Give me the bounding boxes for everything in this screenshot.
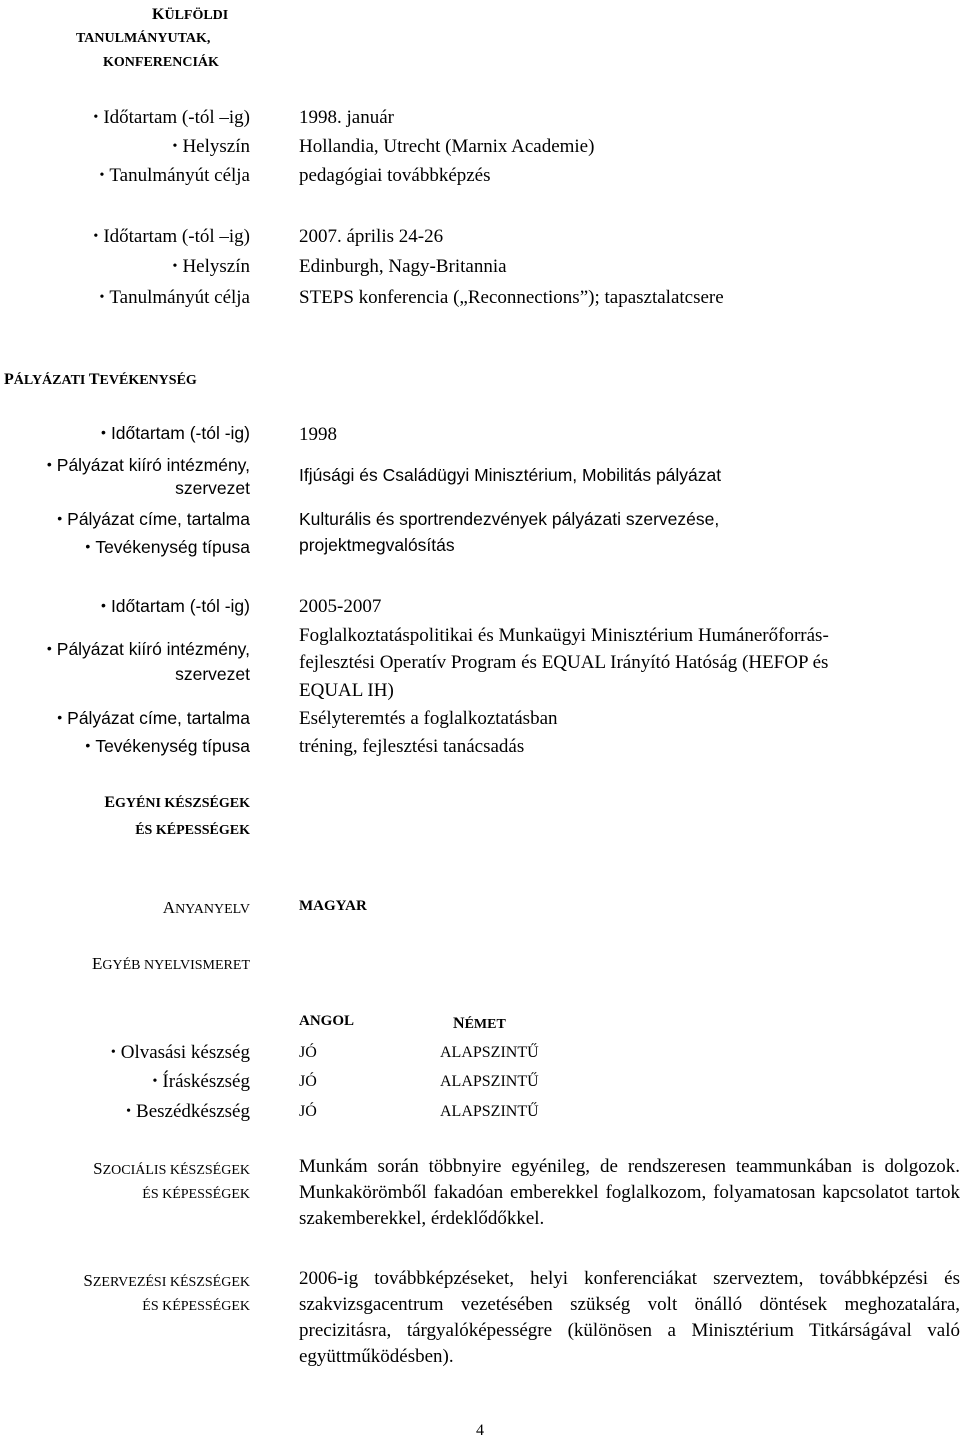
tender2-type-value: tréning, fejlesztési tanácsadás <box>299 736 525 757</box>
lang-row-speaking-english: JÓ <box>299 1103 317 1120</box>
tender1-duration-label: • Időtartam (-tól -ig) <box>101 423 250 443</box>
trip1-place-value: Hollandia, Utrecht (Marnix Academie) <box>299 136 595 157</box>
heading-rest: ÜLFÖLDI <box>164 8 229 23</box>
column-german: NÉMET <box>453 1015 506 1032</box>
trip2-purpose-label: • Tanulmányút célja <box>99 287 250 308</box>
tender2-title-label: • Pályázat címe, tartalma <box>57 708 250 728</box>
column-english: ANGOL <box>299 1013 355 1029</box>
page-number: 4 <box>476 1422 484 1439</box>
tender2-issuer-value-1: Foglalkoztatáspolitikai és Munkaügyi Minisztérium Humánerőforrás- <box>299 625 829 646</box>
tender2-duration-label: • Időtartam (-tól -ig) <box>101 596 250 616</box>
tender1-issuer-label-2: szervezet <box>175 478 250 498</box>
mother-tongue-value: MAGYAR <box>299 898 367 914</box>
trip2-place-label: • Helyszín <box>172 256 250 277</box>
organizational-skills-text: 2006-ig továbbképzéseket, helyi konferenciákat szerveztem, továbbképzési és szakvizsgacentrum vezetésében szükség volt önálló döntések meghozatalára, precizitásra, tárgyalóképességre (különösen a Minisztérium Titkárságával való együttműködésben). <box>299 1268 960 1367</box>
section-heading-individual-skills: EGYÉNI KÉSZSÉGEK <box>104 794 250 811</box>
mother-tongue-label: ANYANYELV <box>162 898 250 917</box>
lang-row-reading-german: ALAPSZINTŰ <box>440 1044 539 1061</box>
tender2-title-value: Esélyteremtés a foglalkoztatásban <box>299 708 558 729</box>
trip1-duration-label: • Időtartam (-tól –ig) <box>93 107 250 128</box>
tender2-issuer-label: • Pályázat kiíró intézmény, <box>46 639 250 659</box>
section-heading-study-trips: KÜLFÖLDI <box>152 6 229 23</box>
tender1-issuer-value: Ifjúsági és Családügyi Minisztérium, Mobilitás pályázat <box>299 465 722 485</box>
trip1-duration-value: 1998. január <box>299 107 394 128</box>
lang-row-reading-english: JÓ <box>299 1044 317 1061</box>
lang-row-writing-german: ALAPSZINTŰ <box>440 1073 539 1090</box>
lang-row-writing-english: JÓ <box>299 1073 317 1090</box>
trip2-purpose-value: STEPS konferencia („Reconnections”); tapasztalatcsere <box>299 287 724 308</box>
tender1-title-label: • Pályázat címe, tartalma <box>57 509 250 529</box>
social-skills-label: SZOCIÁLIS KÉSZSÉGEK <box>93 1159 250 1178</box>
tender1-issuer-label: • Pályázat kiíró intézmény, <box>46 455 250 475</box>
tender1-duration-value: 1998 <box>299 424 337 445</box>
tender2-issuer-label-2: szervezet <box>175 664 250 684</box>
trip1-place-label: • Helyszín <box>172 136 250 157</box>
social-skills-text: Munkám során többnyire egyénileg, de rendszeresen teammunkában is dolgozok. Munkakörömből fakadóan emberekkel foglalkozom, folyamatosan kapcsolatot tartok szakemberekkel, érdeklődőkkel. <box>299 1156 960 1229</box>
other-languages-label: EGYÉB NYELVISMERET <box>91 954 250 973</box>
section-heading-tender-activity: PÁLYÁZATI TEVÉKENYSÉG <box>4 371 197 388</box>
trip1-purpose-value: pedagógiai továbbképzés <box>299 165 491 186</box>
tender1-type-label: • Tevékenység típusa <box>85 537 250 557</box>
social-skills-label-line2: ÉS KÉPESSÉGEK <box>142 1187 250 1202</box>
tender1-type-value: projektmegvalósítás <box>299 535 455 555</box>
trip1-purpose-label: • Tanulmányút célja <box>99 165 250 186</box>
lang-row-writing-label: • Íráskészség <box>152 1071 250 1092</box>
tender2-issuer-value-3: EQUAL IH) <box>299 680 394 701</box>
tender2-issuer-value-2: fejlesztési Operatív Program és EQUAL Irányító Hatóság (HEFOP és <box>299 652 829 673</box>
section-heading-study-trips-line2: TANULMÁNYUTAK, <box>76 31 211 46</box>
trip2-place-value: Edinburgh, Nagy-Britannia <box>299 256 507 277</box>
section-heading-individual-skills-line2: ÉS KÉPESSÉGEK <box>135 823 250 838</box>
tender2-duration-value: 2005-2007 <box>299 596 382 617</box>
lang-row-speaking-german: ALAPSZINTŰ <box>440 1103 539 1120</box>
organizational-skills-label-line2: ÉS KÉPESSÉGEK <box>142 1299 250 1314</box>
lang-row-reading-label: • Olvasási készség <box>110 1042 250 1063</box>
tender2-type-label: • Tevékenység típusa <box>85 736 250 756</box>
organizational-skills-label: SZERVEZÉSI KÉSZSÉGEK <box>83 1271 250 1290</box>
trip2-duration-value: 2007. április 24-26 <box>299 226 444 247</box>
tender1-title-value: Kulturális és sportrendezvények pályázati szervezése, <box>299 509 720 529</box>
section-heading-study-trips-line3: KONFERENCIÁK <box>103 55 219 70</box>
lang-row-speaking-label: • Beszédkészség <box>126 1101 250 1122</box>
trip2-duration-label: • Időtartam (-tól –ig) <box>93 226 250 247</box>
